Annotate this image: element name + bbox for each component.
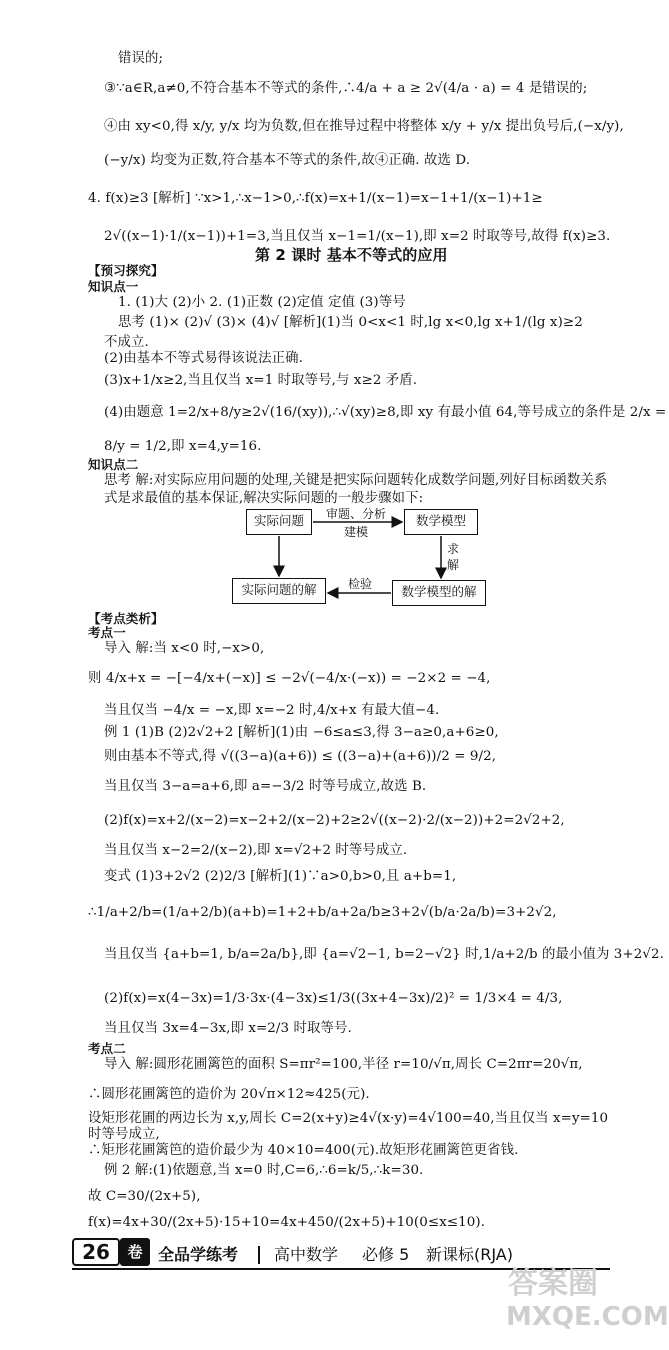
- section-heading: 【预习探究】: [88, 263, 164, 278]
- text-line: 当且仅当 {a+b=1, b/a=2a/b},即 {a=√2−1, b=2−√2} 时,1/a+2/b 的最小值为 3+2√2.: [104, 947, 664, 962]
- subsection-heading: 知识点一: [88, 279, 139, 294]
- subsection-heading: 知识点二: [88, 457, 139, 472]
- flow-box-real-solution: 实际问题的解: [232, 578, 326, 604]
- text-line: 例 1 (1)B (2)2√2+2 [解析](1)由 −6≤a≤3,得 3−a≥0,a+6≥0,: [104, 725, 499, 740]
- text-line: 8/y = 1/2,即 x=4,y=16.: [104, 439, 262, 454]
- subsection-heading: 考点二: [88, 1041, 126, 1056]
- text-line: 思考 (1)× (2)√ (3)× (4)√ [解析](1)当 0<x<1 时,lg x<0,lg x+1/(lg x)≥2: [118, 315, 583, 330]
- text-line: 错误的;: [118, 51, 164, 66]
- flow-label: 检验: [348, 577, 373, 591]
- flow-label: 审题、分析: [326, 507, 387, 521]
- footer-book: 必修 5: [362, 1245, 410, 1264]
- text-line: 当且仅当 3x=4−3x,即 x=2/3 时取等号.: [104, 1021, 352, 1036]
- watermark-url: MXQE.COM: [506, 1302, 669, 1332]
- watermark-logo: 答案圈: [508, 1266, 598, 1301]
- text-line: f(x)=4x+30/(2x+5)·15+10=4x+450/(2x+5)+10(0≤x≤10).: [88, 1215, 486, 1230]
- text-line: (4)由题意 1=2/x+8/y≥2√(16/(xy)),∴√(xy)≥8,即 xy 有最小值 64,等号成立的条件是 2/x =: [104, 405, 667, 420]
- flow-box-real-problem: 实际问题: [246, 509, 312, 535]
- text-line: 例 2 解:(1)依题意,当 x=0 时,C=6,∴6=k/5,∴k=30.: [104, 1163, 424, 1178]
- text-line: 故 C=30/(2x+5),: [88, 1189, 201, 1204]
- text-line: (3)x+1/x≥2,当且仅当 x=1 时取等号,与 x≥2 矛盾.: [104, 373, 418, 388]
- text-line: ∴矩形花圃篱笆的造价最少为 40×10=400(元).故矩形花圃篱笆更省钱.: [88, 1143, 519, 1158]
- text-line: 时等号成立,: [88, 1127, 160, 1142]
- text-line: 则 4/x+x = −[−4/x+(−x)] ≤ −2√(−4/x·(−x)) = −2×2 = −4,: [88, 671, 491, 686]
- text-line: 导入 解:当 x<0 时,−x>0,: [104, 641, 265, 656]
- text-line: 设矩形花圃的两边长为 x,y,周长 C=2(x+y)≥4√(x·y)=4√100=40,当且仅当 x=y=10: [88, 1111, 609, 1126]
- section-title: 第 2 课时 基本不等式的应用: [255, 246, 448, 264]
- flow-label: 解: [447, 558, 460, 572]
- text-line: 当且仅当 −4/x = −x,即 x=−2 时,4/x+x 有最大值−4.: [104, 703, 440, 718]
- text-line: 式是求最值的基本保证,解决实际问题的一般步骤如下:: [104, 491, 424, 506]
- text-line: (2)由基本不等式易得该说法正确.: [104, 351, 304, 366]
- text-line: 4. f(x)≥3 [解析] ∵x>1,∴x−1>0,∴f(x)=x+1/(x−1)=x−1+1/(x−1)+1≥: [88, 191, 543, 206]
- text-line: (2)f(x)=x+2/(x−2)=x−2+2/(x−2)+2≥2√((x−2)·2/(x−2))+2=2√2+2,: [104, 813, 565, 828]
- footer-edition: 新课标(RJA): [426, 1245, 513, 1264]
- footer-divider: [258, 1246, 260, 1264]
- section-heading: 【考点类析】: [88, 611, 164, 626]
- text-line: ∴圆形花圃篱笆的造价为 20√π×12≈425(元).: [88, 1087, 370, 1102]
- flow-label: 建模: [344, 525, 369, 539]
- text-line: ④由 xy<0,得 x/y, y/x 均为负数,但在推导过程中将整体 x/y + y/x 提出负号后,(−x/y),: [104, 119, 624, 134]
- page-number: 26: [72, 1238, 120, 1266]
- text-line: 变式 (1)3+2√2 (2)2/3 [解析](1)∵a>0,b>0,且 a+b=1,: [104, 869, 457, 884]
- text-line: 思考 解:对实际应用问题的处理,关键是把实际问题转化成数学问题,列好目标函数关系: [104, 473, 608, 488]
- text-line: 不成立.: [104, 335, 149, 350]
- text-line: 2√((x−1)·1/(x−1))+1=3,当且仅当 x−1=1/(x−1),即 x=2 时取等号,故得 f(x)≥3.: [104, 229, 611, 244]
- text-line: ∴1/a+2/b=(1/a+2/b)(a+b)=1+2+b/a+2a/b≥3+2√(b/a·2a/b)=3+2√2,: [88, 905, 557, 920]
- text-line: 当且仅当 3−a=a+6,即 a=−3/2 时等号成立,故选 B.: [104, 779, 427, 794]
- flow-label: 求: [447, 542, 460, 556]
- text-line: ③∵a∈R,a≠0,不符合基本不等式的条件,∴4/a + a ≥ 2√(4/a · a) = 4 是错误的;: [104, 81, 588, 96]
- text-line: (−y/x) 均变为正数,符合基本不等式的条件,故④正确. 故选 D.: [104, 153, 471, 168]
- subsection-heading: 考点一: [88, 625, 126, 640]
- text-line: 导入 解:圆形花圃篱笆的面积 S=πr²=100,半径 r=10/√π,周长 C=2πr=20√π,: [104, 1057, 583, 1072]
- flow-box-math-model: 数学模型: [404, 509, 478, 535]
- text-line: (2)f(x)=x(4−3x)=1/3·3x·(4−3x)≤1/3((3x+4−3x)/2)² = 1/3×4 = 4/3,: [104, 991, 563, 1006]
- text-line: 当且仅当 x−2=2/(x−2),即 x=√2+2 时等号成立.: [104, 843, 408, 858]
- text-line: 1. (1)大 (2)小 2. (1)正数 (2)定值 定值 (3)等号: [118, 295, 406, 310]
- text-line: 则由基本不等式,得 √((3−a)(a+6)) ≤ ((3−a)+(a+6))/2 = 9/2,: [104, 749, 497, 764]
- brand-name: 全品学练考: [158, 1245, 239, 1264]
- footer-subject: 高中数学: [274, 1245, 339, 1264]
- flow-box-model-solution: 数学模型的解: [392, 580, 486, 606]
- brand-seal: 卷: [120, 1238, 150, 1266]
